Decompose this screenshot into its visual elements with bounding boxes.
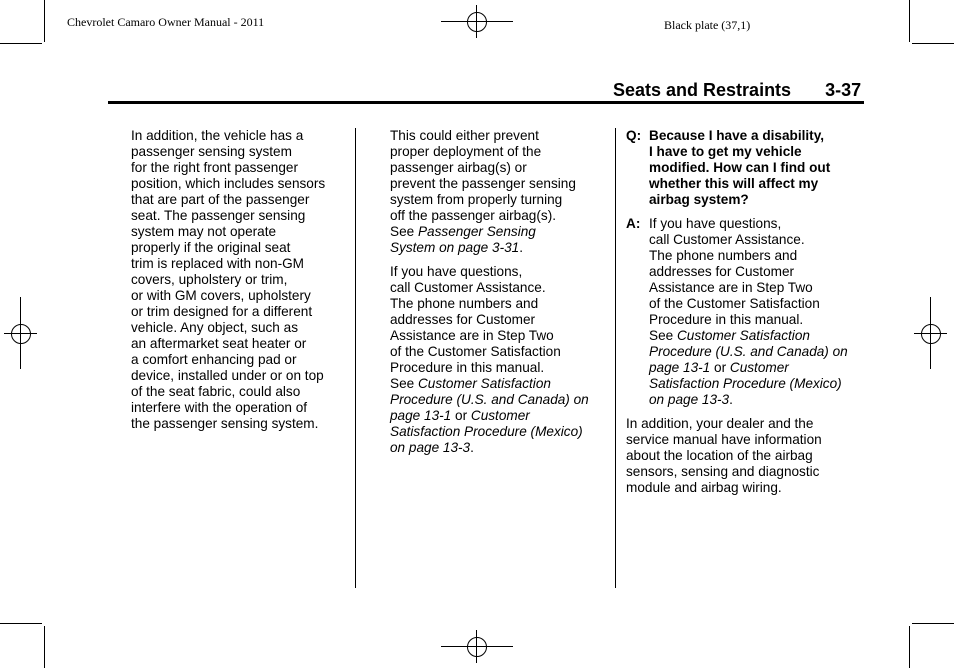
text-line: addresses for Customer bbox=[649, 264, 795, 279]
crop-mark bbox=[912, 43, 954, 44]
text-line: vehicle. Any object, such as bbox=[131, 320, 298, 335]
text-line: If you have questions, bbox=[390, 264, 523, 279]
text-line: prevent the passenger sensing bbox=[390, 176, 576, 191]
question bbox=[626, 128, 871, 208]
crop-mark bbox=[44, 0, 45, 42]
text-line: seat. The passenger sensing bbox=[131, 208, 306, 223]
cross-reference: Customer Satisfaction bbox=[417, 376, 551, 391]
text-line: trim is replaced with non-GM bbox=[131, 256, 304, 271]
cross-reference: System on page 3-31 bbox=[390, 240, 520, 255]
question-label: Q: bbox=[626, 128, 642, 143]
text-line: The phone numbers and bbox=[390, 296, 539, 311]
section-name: Seats and Restraints bbox=[613, 80, 792, 100]
cross-reference: on page 13-3 bbox=[390, 440, 471, 455]
text-line: covers, upholstery or trim, bbox=[131, 272, 288, 287]
text-line: or with GM covers, upholstery bbox=[131, 288, 311, 303]
text-line: airbag system? bbox=[649, 192, 749, 207]
cross-reference: Customer bbox=[470, 408, 530, 423]
crop-mark bbox=[0, 623, 42, 624]
text-line: In addition, your dealer and the bbox=[626, 416, 814, 431]
text-line: of the seat fabric, could also bbox=[131, 384, 301, 399]
text-line: Procedure in this manual. bbox=[649, 312, 804, 327]
text-line: interfere with the operation of bbox=[131, 400, 308, 415]
text-line: I have to get my vehicle bbox=[649, 144, 802, 159]
column-divider bbox=[355, 128, 356, 588]
text-line: or trim designed for a different bbox=[131, 304, 313, 319]
column-divider bbox=[615, 128, 616, 588]
cross-reference: Procedure (U.S. and Canada) on bbox=[390, 392, 589, 407]
text-line: a comfort enhancing pad or bbox=[131, 352, 297, 367]
answer: A: If you have questions, call Customer Assistance. The phone numbers and addresses for Customer Assistance are in Step Two of the Customer Satisfaction Procedure in this manual. See Customer Satisfaction Procedure (U.S. and Canada) on page 13-1 or Customer Satisfaction Procedure (Mexico) on page 13-3. bbox=[626, 216, 871, 408]
crop-mark bbox=[909, 0, 910, 42]
paragraph: If you have questions, call Customer Assistance. The phone numbers and addresses for Customer Assistance are in Step Two of the Customer Satisfaction Procedure in this manual. See Customer Satisfaction Procedure (U.S. and Canada) on page 13-1 or Customer Satisfaction Procedure (Mexico) on page 13-3. bbox=[390, 264, 610, 456]
text-line: Because I have a disability, bbox=[649, 128, 825, 143]
text-line: module and airbag wiring. bbox=[626, 480, 782, 495]
page-number: 3-37 bbox=[825, 80, 862, 100]
text-line: Assistance are in Step Two bbox=[390, 328, 554, 343]
text-line: position, which includes sensors bbox=[131, 176, 326, 191]
column-2 bbox=[390, 128, 610, 456]
cross-reference: page 13-1 bbox=[649, 360, 711, 375]
cross-reference: Procedure (U.S. and Canada) on bbox=[649, 344, 848, 359]
manual-title: Chevrolet Camaro Owner Manual - 2011 bbox=[67, 15, 265, 29]
text-line: In addition, the vehicle has a bbox=[131, 128, 304, 143]
text-line: proper deployment of the bbox=[390, 144, 542, 159]
crop-mark bbox=[44, 626, 45, 668]
text-line: service manual have information bbox=[626, 432, 822, 447]
text-line: system from properly turning bbox=[390, 192, 563, 207]
text-line: modified. How can I find out bbox=[649, 160, 831, 175]
crop-mark bbox=[909, 626, 910, 668]
crop-mark bbox=[912, 623, 954, 624]
text-line: properly if the original seat bbox=[131, 240, 291, 255]
cross-reference: Satisfaction Procedure (Mexico) bbox=[390, 424, 583, 439]
text-line: an aftermarket seat heater or bbox=[131, 336, 307, 351]
paragraph: This could either prevent proper deployment of the passenger airbag(s) or prevent the passenger sensing system from properly turning off the passenger airbag(s). See Passenger Sensing System on page 3-31. bbox=[390, 128, 610, 256]
answer-label: A: bbox=[626, 216, 641, 231]
text-line: passenger sensing system bbox=[131, 144, 292, 159]
text-line: off the passenger airbag(s). bbox=[390, 208, 556, 223]
text-line: system may not operate bbox=[131, 224, 277, 239]
cross-reference: Passenger Sensing bbox=[417, 224, 536, 239]
text-line: If you have questions, bbox=[649, 216, 782, 231]
cross-reference: Satisfaction Procedure (Mexico) bbox=[649, 376, 842, 391]
text-line: passenger airbag(s) or bbox=[390, 160, 527, 175]
text-line: addresses for Customer bbox=[390, 312, 536, 327]
text-line: for the right front passenger bbox=[131, 160, 298, 175]
crop-mark bbox=[0, 43, 42, 44]
text-line: about the location of the airbag bbox=[626, 448, 813, 463]
text-line: sensors, sensing and diagnostic bbox=[626, 464, 820, 479]
text-line: of the Customer Satisfaction bbox=[649, 296, 820, 311]
section-title bbox=[613, 80, 861, 101]
text-line: the passenger sensing system. bbox=[131, 416, 319, 431]
column-1 bbox=[131, 128, 346, 432]
heading-rule bbox=[108, 101, 864, 104]
cross-reference: on page 13-3 bbox=[649, 392, 730, 407]
paragraph bbox=[626, 416, 871, 496]
text-line: Procedure in this manual. bbox=[390, 360, 545, 375]
text-line: device, installed under or on top bbox=[131, 368, 324, 383]
cross-reference: Customer bbox=[729, 360, 789, 375]
text-line: call Customer Assistance. bbox=[390, 280, 546, 295]
text-line: The phone numbers and bbox=[649, 248, 798, 263]
text-line: that are part of the passenger bbox=[131, 192, 310, 207]
text-line: of the Customer Satisfaction bbox=[390, 344, 561, 359]
column-3 bbox=[626, 128, 871, 496]
text-line: call Customer Assistance. bbox=[649, 232, 805, 247]
text-line: This could either prevent bbox=[390, 128, 539, 143]
cross-reference: Customer Satisfaction bbox=[676, 328, 810, 343]
plate-label: Black plate (37,1) bbox=[664, 18, 751, 32]
paragraph bbox=[131, 128, 346, 432]
text-line: whether this will affect my bbox=[649, 176, 819, 191]
text-line: Assistance are in Step Two bbox=[649, 280, 813, 295]
cross-reference: page 13-1 bbox=[390, 408, 452, 423]
